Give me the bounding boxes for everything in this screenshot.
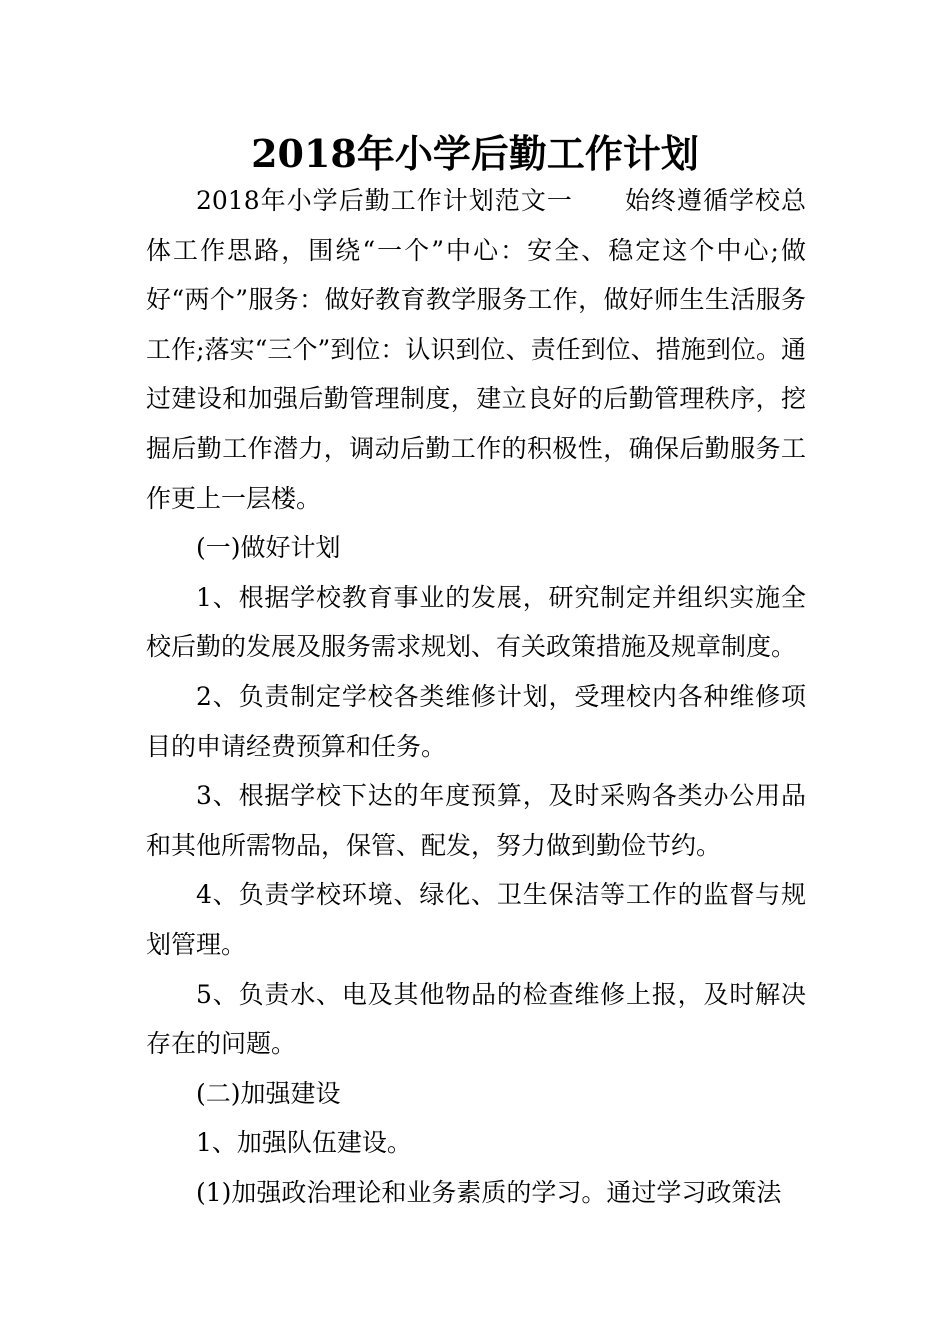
paragraph-item: (1)加强政治理论和业务素质的学习。通过学习政策法 — [196, 1177, 782, 1207]
paragraph-item: 3、根据学校下达的年度预算，及时采购各类办公用品和其他所需物品，保管、配发，努力做到勤俭节约。 — [146, 781, 806, 860]
paragraph-item: 5、负责水、电及其他物品的检查维修上报，及时解决存在的问题。 — [146, 979, 806, 1059]
section-heading-2: (二)加强建设 — [196, 1078, 341, 1108]
paragraph-item: 4、负责学校环境、绿化、卫生保洁等工作的监督与规划管理。 — [146, 880, 806, 959]
paragraph-item: 2、负责制定学校各类维修计划，受理校内各种维修项目的申请经费预算和任务。 — [146, 681, 806, 761]
document-title: 2018年小学后勤工作计划 — [251, 131, 699, 176]
paragraph-item: 1、加强队伍建设。 — [196, 1128, 412, 1158]
paragraph-intro: 2018年小学后勤工作计划范文一 始终遵循学校总体工作思路，围绕“一个”中心：安全、稳定这个中心;做好“两个”服务：做好教育教学服务工作，做好师生生活服务工作;落实“三个”到位：认识到位、责任到位、措施到位。通过建设和加强后勤管理制度，建立良好的后勤管理秩序，挖掘后勤工作潜力，调动后勤工作的积极性，确保后勤服务工作更上一层楼。 — [146, 186, 806, 513]
section-heading-1: (一)做好计划 — [196, 533, 341, 563]
document-body — [146, 176, 806, 1217]
paragraph-item: 1、根据学校教育事业的发展，研究制定并组织实施全校后勤的发展及服务需求规划、有关政策措施及规章制度。 — [146, 582, 806, 662]
